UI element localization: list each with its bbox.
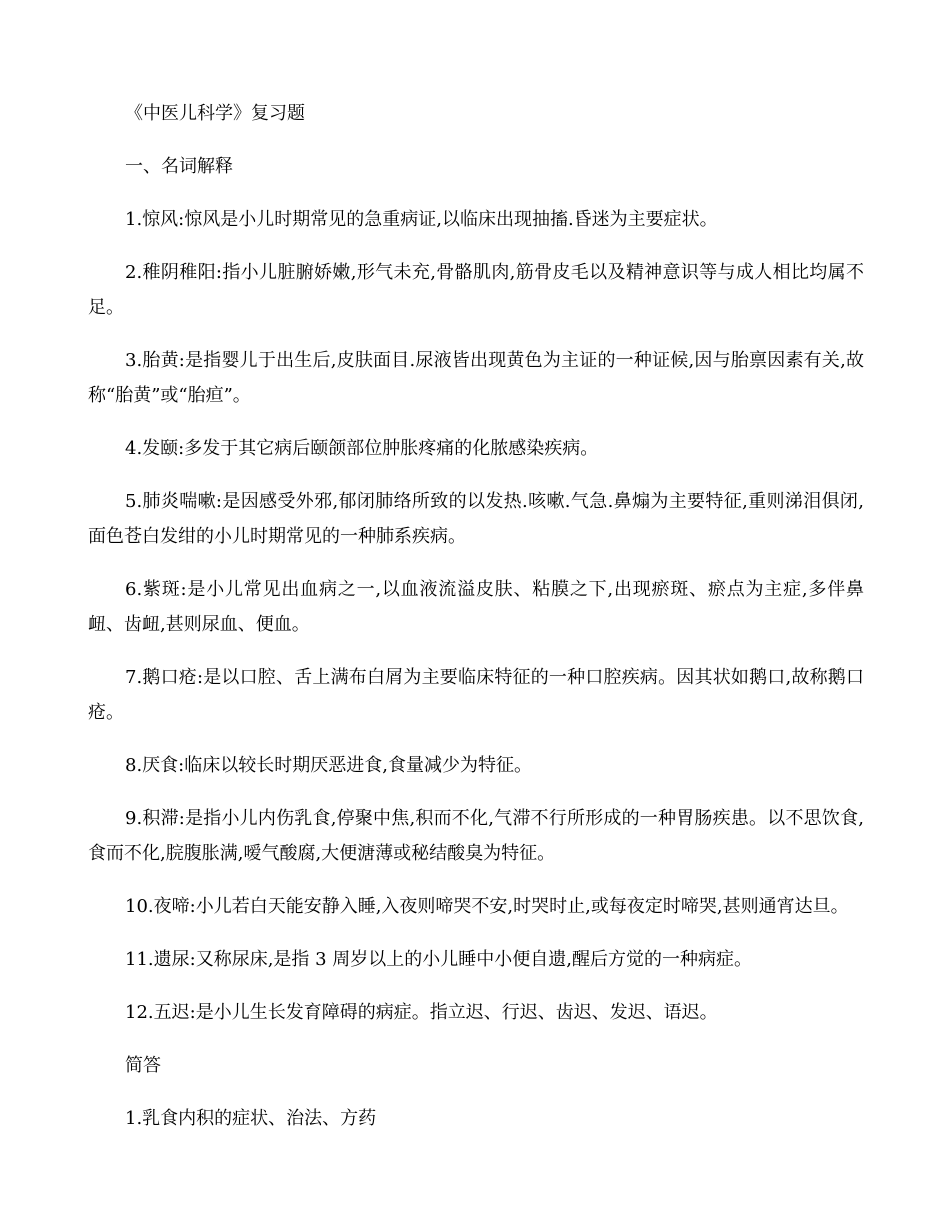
definition-paragraph: 8.厌食:临床以较长时期厌恶进食,食量减少为特征。 (125, 755, 532, 776)
definition-paragraph: 10.夜啼:小儿若白天能安静入睡,入夜则啼哭不安,时哭时止,或每夜定时啼哭,甚则通宵达旦。 (125, 896, 849, 917)
question-paragraph: 1.乳食内积的症状、治法、方药 (125, 1108, 377, 1129)
definition-paragraph: 6.紫斑:是小儿常见出血病之一,以血液流溢皮肤、粘膜之下,出现瘀斑、瘀点为主症,多伴鼻衄、齿衄,甚则尿血、便血。 (88, 579, 864, 635)
definition-paragraph: 7.鹅口疮:是以口腔、舌上满布白屑为主要临床特征的一种口腔疾病。因其状如鹅口,故称鹅口疮。 (88, 667, 864, 723)
definition-paragraph: 3.胎黄:是指婴儿于出生后,皮肤面目.尿液皆出现黄色为主证的一种证候,因与胎禀因素有关,故称“胎黄”或“胎疸”。 (88, 350, 864, 406)
definition-paragraph: 12.五迟:是小儿生长发育障碍的病症。指立迟、行迟、齿迟、发迟、语迟。 (125, 1002, 718, 1023)
definition-paragraph: 5.肺炎喘嗽:是因感受外邪,郁闭肺络所致的以发热.咳嗽.气急.鼻煽为主要特征,重则涕泪俱闭,面色苍白发绀的小儿时期常见的一种肺系疾病。 (88, 491, 864, 547)
definition-paragraph: 4.发颐:多发于其它病后颐颌部位肿胀疼痛的化脓感染疾病。 (125, 438, 599, 459)
definition-paragraph: 1.惊风:惊风是小儿时期常见的急重病证,以临床出现抽搐.昏迷为主要症状。 (125, 209, 718, 230)
section-heading-terms: 一、名词解释 (125, 156, 233, 177)
document-body (88, 96, 864, 1154)
definition-paragraph: 11.遗尿:又称尿床,是指 3 周岁以上的小儿睡中小便自遗,醒后方觉的一种病症。 (125, 949, 753, 970)
definition-paragraph: 9.积滞:是指小儿内伤乳食,停聚中焦,积而不化,气滞不行所形成的一种胃肠疾患。以不思饮食,食而不化,脘腹胀满,嗳气酸腐,大便溏薄或秘结酸臭为特征。 (88, 808, 864, 864)
section-heading-short-answer: 简答 (125, 1055, 161, 1076)
document-title: 《中医儿科学》复习题 (125, 103, 305, 124)
definition-paragraph: 2.稚阴稚阳:指小儿脏腑娇嫩,形气未充,骨骼肌肉,筋骨皮毛以及精神意识等与成人相比均属不足。 (88, 262, 864, 318)
